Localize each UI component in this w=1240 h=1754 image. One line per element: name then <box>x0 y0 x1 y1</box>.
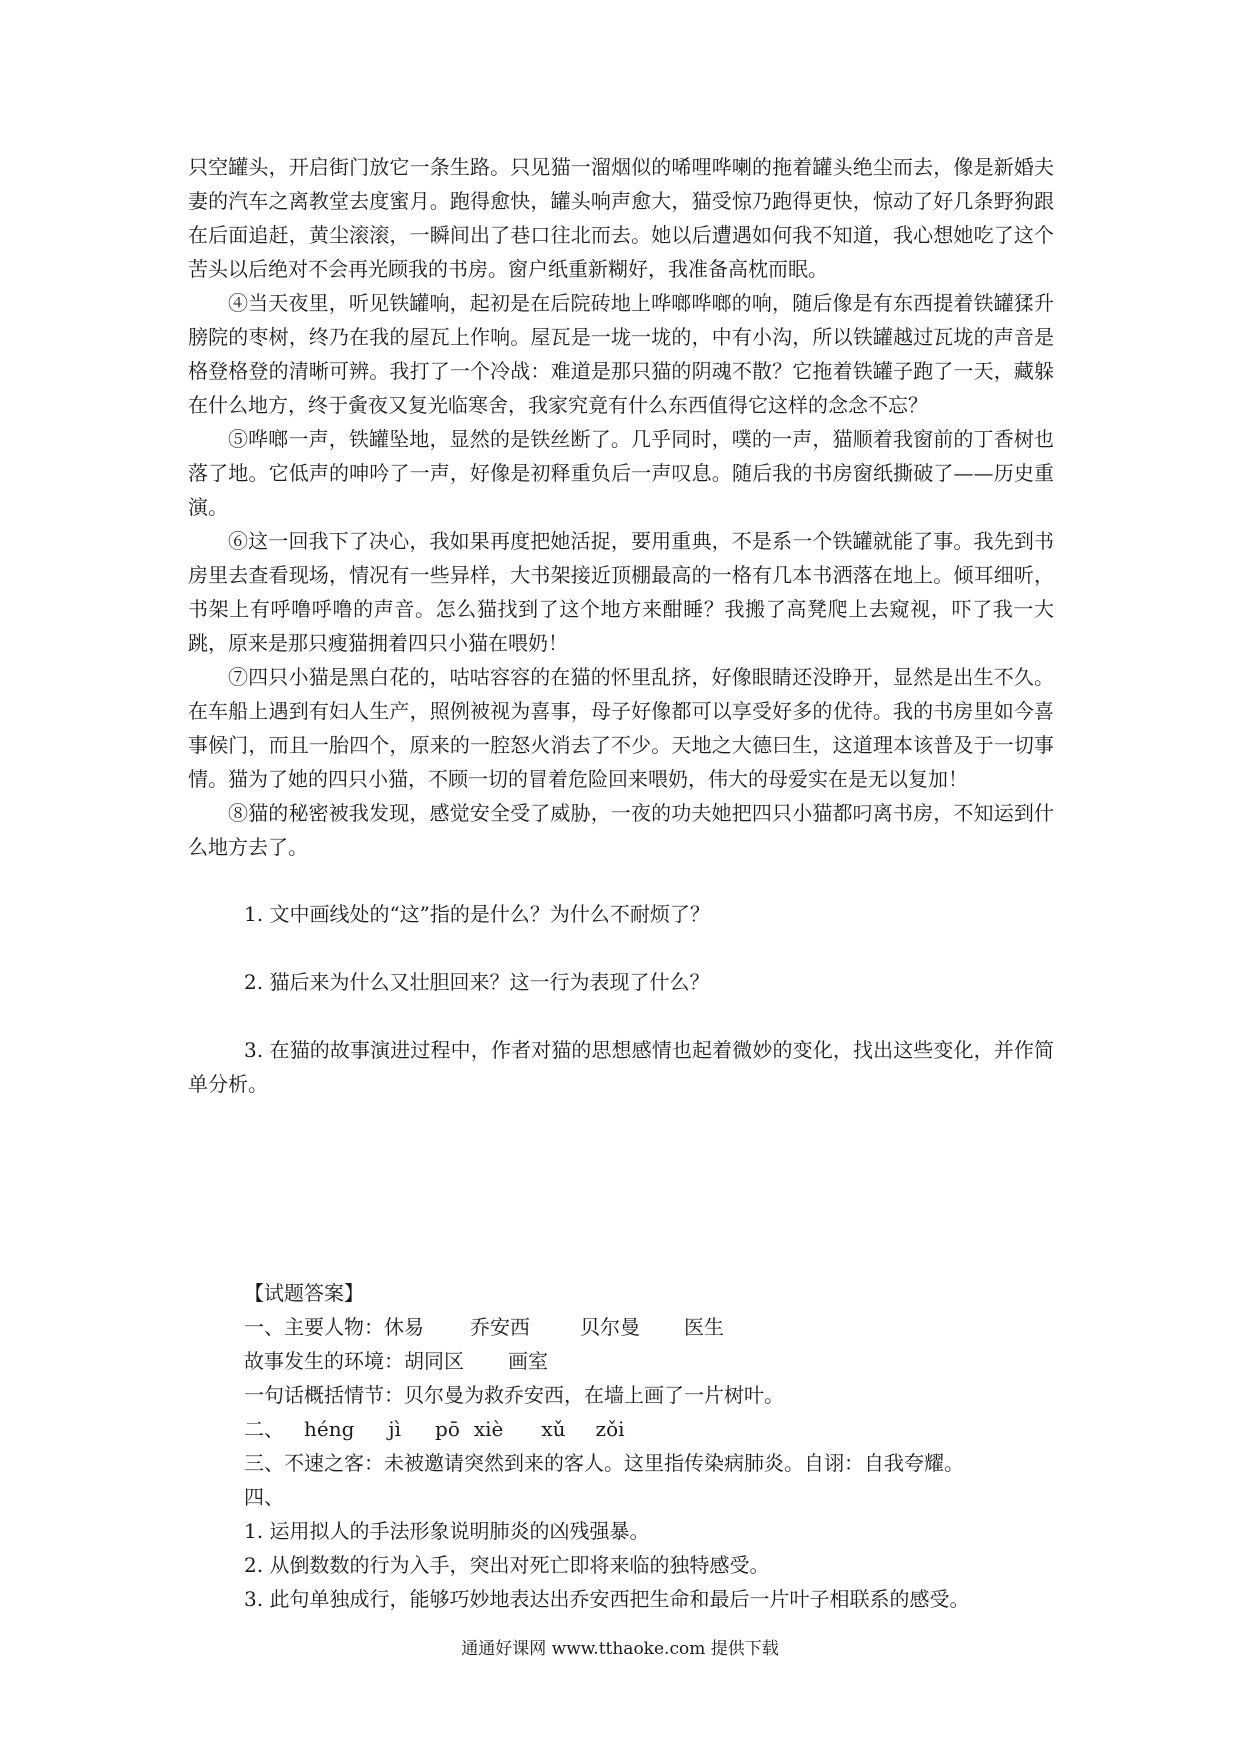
answer-two-label: 二、 <box>244 1417 284 1441</box>
answer-setting-label: 故事发生的环境： <box>244 1349 404 1373</box>
pinyin-word: xiè <box>473 1417 504 1441</box>
paragraph-5: ⑤哗啷一声，铁罐坠地，显然的是铁丝断了。几乎同时，噗的一声，猫顺着我窗前的丁香树也落了地。它低声的呻吟了一声，好像是初释重负后一声叹息。随后我的书房窗纸撕破了——历史重演。 <box>188 427 1054 519</box>
paragraph-7: ⑦四只小猫是黑白花的，咕咕容容的在猫的怀里乱挤，好像眼睛还没睁开，显然是出生不久。在车船上遇到有妇人生产，照例被视为喜事，母子好像都可以享受好多的优待。我的书房里如今喜事候门，而且一胎四个，原来的一腔怒火消去了不少。天地之大德曰生，这道理本该普及于一切事情。猫为了她的四只小猫，不顾一切的冒着危险回来喂奶，伟大的母爱实在是无以复加！ <box>188 665 1054 791</box>
paragraph-6: ⑥这一回我下了决心，我如果再度把她活捉，要用重典，不是系一个铁罐就能了事。我先到书房里去查看现场，情况有一些异样，大书架接近顶棚最高的一格有几本书洒落在地上。倾耳细听，书架上有呼噜呼噜的声音。怎么猫找到了这个地方来酣睡？我搬了高凳爬上去窥视，吓了我一大跳，原来是那只瘦猫拥着四只小猫在喂奶！ <box>188 529 1054 655</box>
answer-characters <box>244 1310 1064 1344</box>
answer-item-1: 1. 运用拟人的手法形象说明肺炎的凶残强暴。 <box>244 1519 650 1543</box>
character-name: 医生 <box>684 1315 724 1339</box>
setting-name: 胡同区 <box>404 1349 464 1373</box>
pinyin-word: pō <box>435 1417 460 1441</box>
question-2 <box>188 965 1054 999</box>
pinyin-word: jì <box>388 1417 402 1441</box>
paragraph-4: ④当天夜里，听见铁罐响，起初是在后院砖地上哗啷哗啷的响，随后像是有东西提着铁罐猱升膀院的枣树，终乃在我的屋瓦上作响。屋瓦是一垅一垅的，中有小沟，所以铁罐越过瓦垅的声音是格登格登的清晰可辨。我打了一个冷战：难道是那只猫的阴魂不散？它拖着铁罐子跑了一天，藏躲在什么地方，终于夤夜又复光临寒舍，我家究竟有什么东西值得它这样的念念不忘？ <box>188 291 1054 417</box>
answer-item-3: 3. 此句单独成行，能够巧妙地表达出乔安西把生命和最后一片叶子相联系的感受。 <box>244 1587 970 1611</box>
question-text: 文中画线处的“这”指的是什么？为什么不耐烦了？ <box>269 902 710 926</box>
question-number: 1. <box>244 902 264 926</box>
paragraph-continued: 只空罐头，开启街门放它一条生路。只见猫一溜烟似的唏哩哗喇的拖着罐头绝尘而去，像是新婚夫妻的汽车之离教堂去度蜜月。跑得愈快，罐头响声愈大，猫受惊乃跑得更快，惊动了好几条野狗跟在后面追赶，黄尘滚滚，一瞬间出了巷口往北而去。她以后遭遇如何我不知道，我心想她吃了这个苦头以后绝对不会再光顾我的书房。窗户纸重新糊好，我准备高枕而眠。 <box>188 155 1054 281</box>
question-number: 3. <box>244 1038 264 1062</box>
character-name: 乔安西 <box>470 1315 530 1339</box>
story-text <box>188 150 1054 864</box>
pinyin-word: héng <box>304 1417 355 1441</box>
pinyin-word: zǒi <box>595 1417 625 1441</box>
answer-setting <box>244 1344 1064 1378</box>
character-name: 贝尔曼 <box>580 1315 640 1339</box>
setting-name: 画室 <box>508 1349 548 1373</box>
question-text: 在猫的故事演进过程中，作者对猫的思想感情也起着微妙的变化，找出这些变化，并作简单分析。 <box>188 1038 1055 1096</box>
character-name: 休易 <box>384 1315 424 1339</box>
answer-summary: 一句话概括情节：贝尔曼为救乔安西，在墙上画了一片树叶。 <box>244 1383 784 1407</box>
pinyin-word: xǔ <box>541 1417 566 1441</box>
answer-three: 三、不速之客：未被邀请突然到来的客人。这里指传染病肺炎。自诩：自我夸耀。 <box>244 1451 964 1475</box>
paragraph-8: ⑧猫的秘密被我发现，感觉安全受了威胁，一夜的功夫她把四只小猫都叼离书房，不知运到什么地方去了。 <box>188 801 1054 859</box>
answer-four-label: 四、 <box>244 1485 284 1509</box>
question-text: 猫后来为什么又壮胆回来？这一行为表现了什么？ <box>269 970 710 994</box>
answer-heading: 【试题答案】 <box>244 1281 364 1305</box>
answer-item-2: 2. 从倒数数的行为入手，突出对死亡即将来临的独特感受。 <box>244 1553 770 1577</box>
answer-section <box>244 1276 1064 1616</box>
page-footer: 通通好课网 www.tthaoke.com 提供下载 <box>461 1639 779 1659</box>
question-3 <box>188 1033 1054 1101</box>
answer-one-label: 一、主要人物： <box>244 1315 384 1339</box>
answer-pinyin <box>244 1412 1064 1446</box>
question-1 <box>188 897 1054 931</box>
question-number: 2. <box>244 970 264 994</box>
